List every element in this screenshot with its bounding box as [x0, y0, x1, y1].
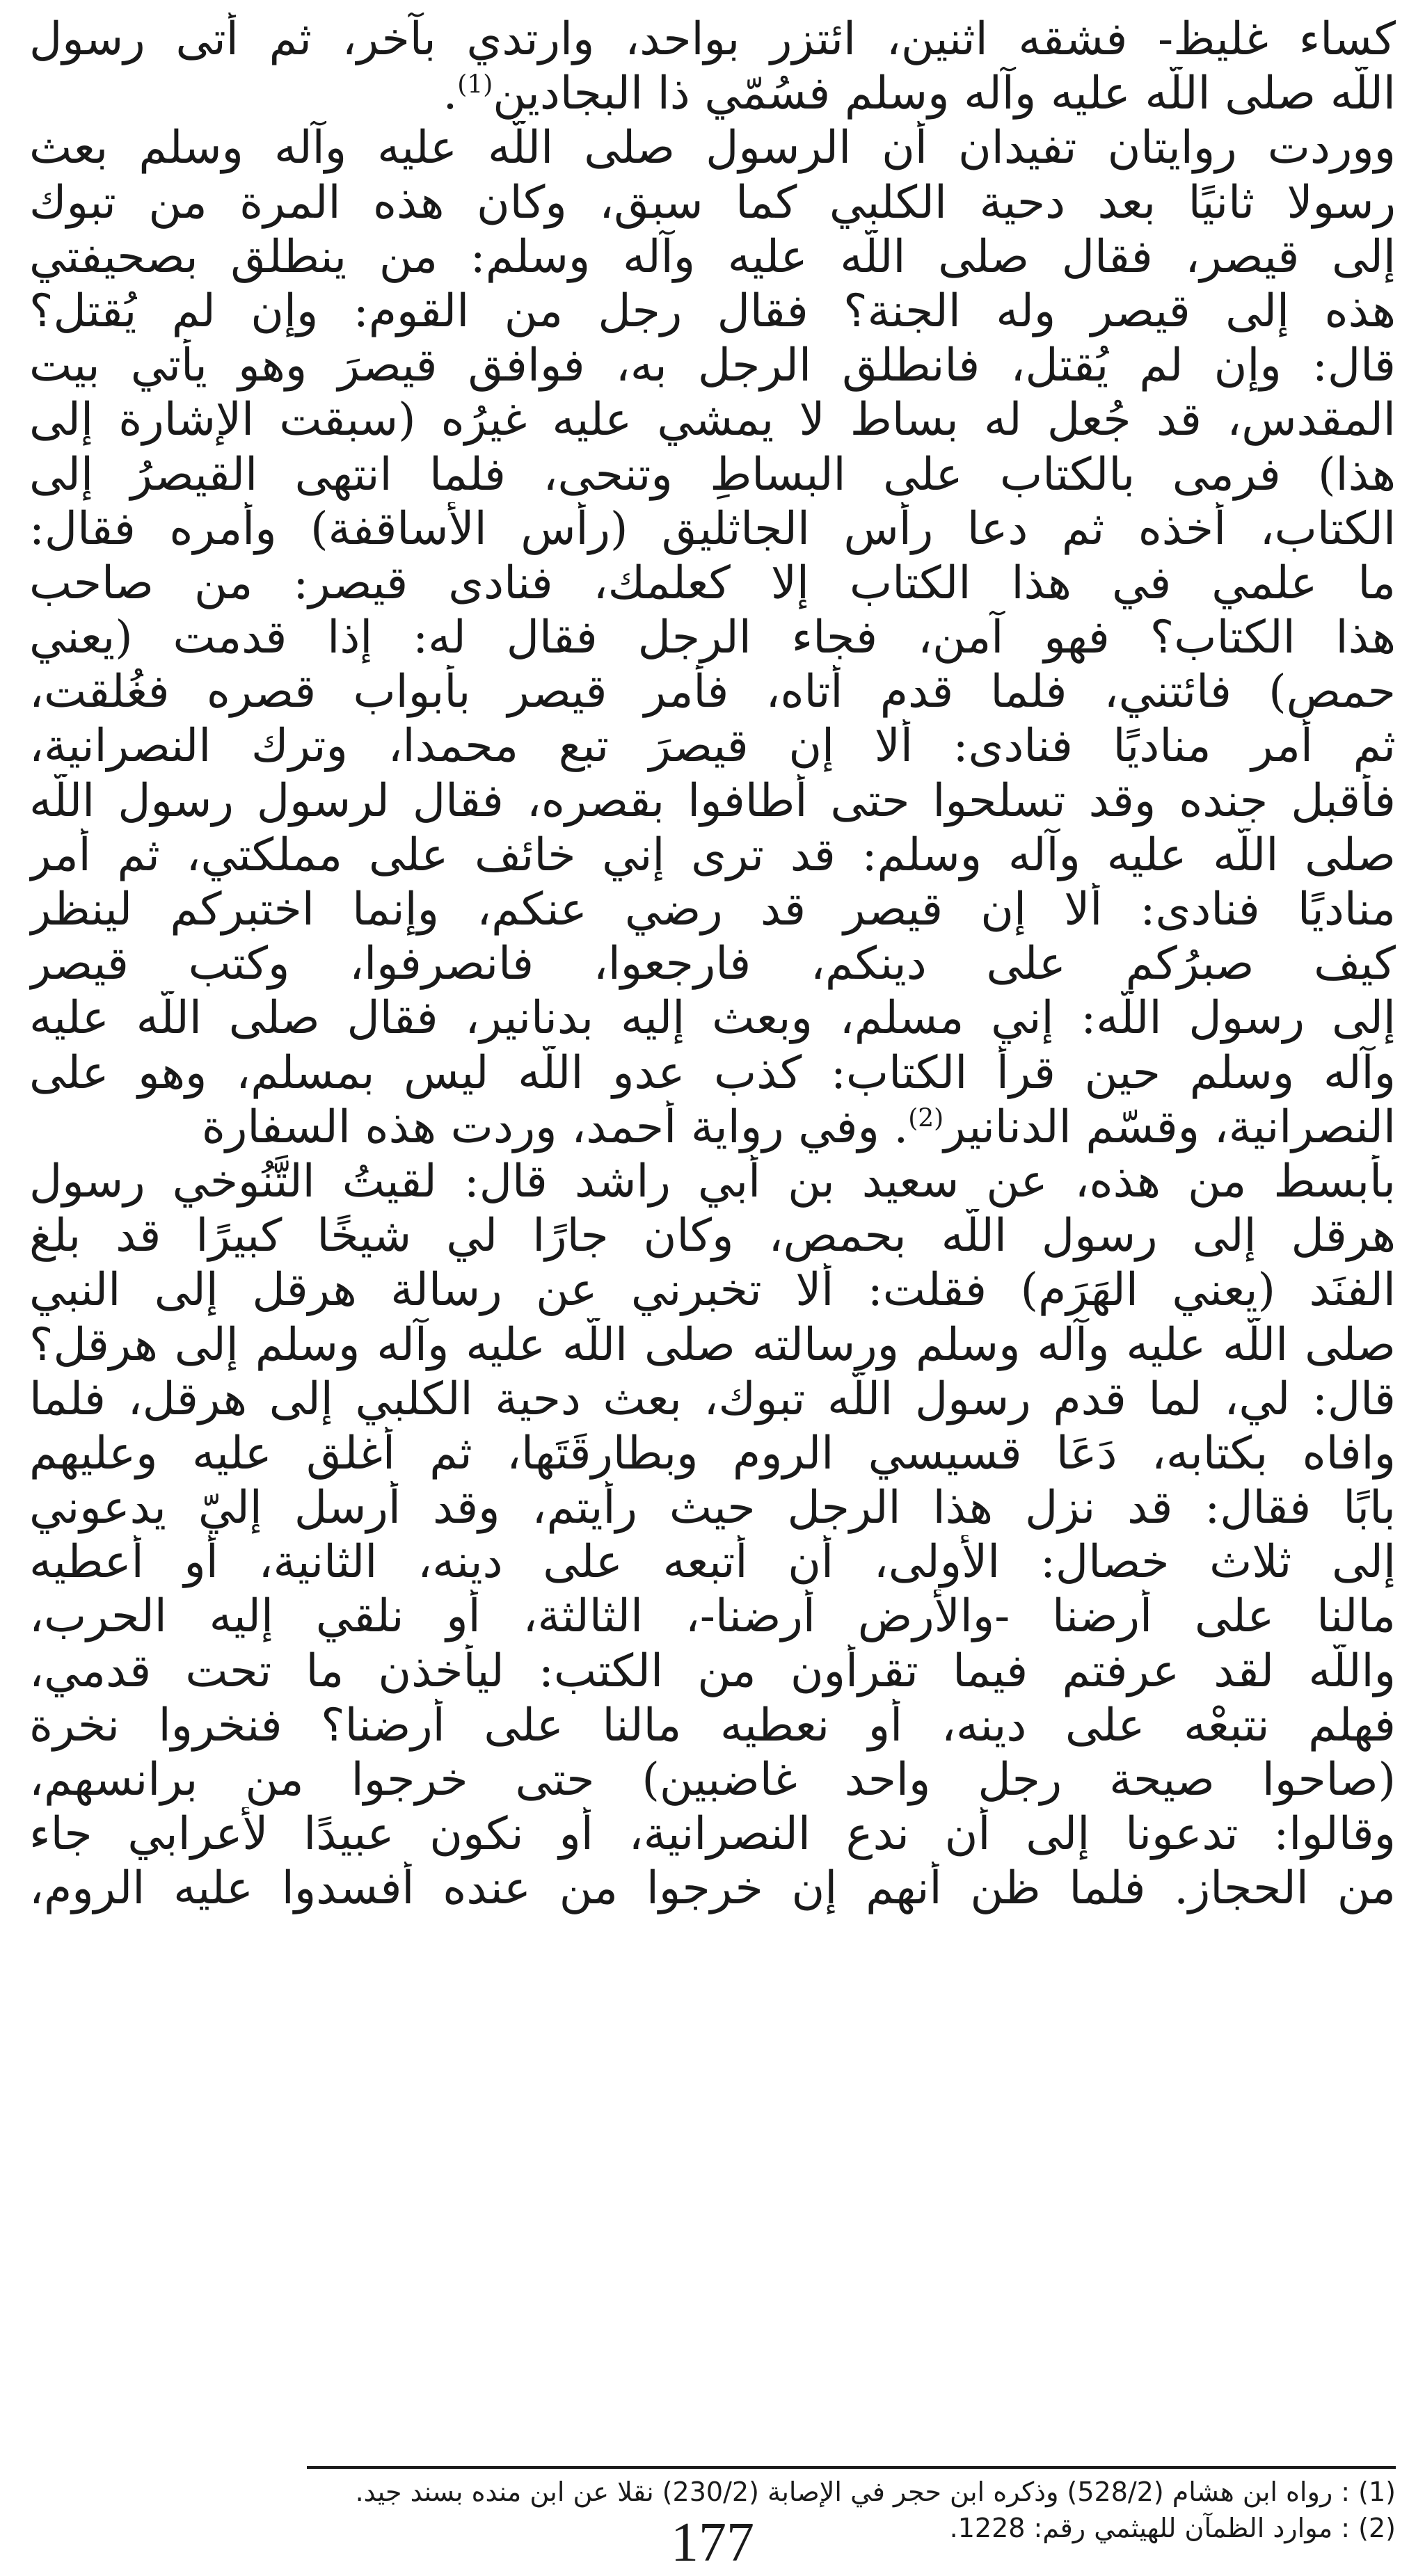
- text-line: [29, 67, 1396, 121]
- text-line: من الحجاز. فلما ظن أنهم إن خرجوا من عنده أفسدوا عليه الروم،: [29, 1862, 1396, 1915]
- text-line: المقدس، قد جُعل له بساط لا يمشي عليه غيرُه (سبقت الإشارة إلى: [29, 394, 1396, 447]
- text-line: وآله وسلم حين قرأ الكتاب: كذب عدو اللّه ليس بمسلم، وهو على: [29, 1046, 1396, 1099]
- footnote-ref: (2): [908, 1104, 944, 1133]
- text-line: هذه إلى قيصر وله الجنة؟ فقال رجل من القوم: وإن لم يُقتل؟: [29, 285, 1396, 337]
- footnote-ref: (1): [457, 70, 493, 99]
- text-line: صلى اللّه عليه وآله وسلم ورسالته صلى اللّه عليه وآله وسلم إلى هرقل؟: [29, 1318, 1396, 1371]
- text-line: بأبسط من هذه، عن سعيد بن أبي راشد قال: لقيتُ التَّنُوخي رسول: [29, 1155, 1396, 1208]
- text-line: رسولا ثانيًا بعد دحية الكلبي كما سبق، وكان هذه المرة من تبوك: [29, 176, 1396, 229]
- text-line-content: النصرانية، وقسّم الدنانير: [944, 1101, 1396, 1153]
- text-line: إلى قيصر، فقال صلى اللّه عليه وآله وسلم: من ينطلق بصحيفتي: [29, 230, 1396, 283]
- text-line: الكتاب، أخذه ثم دعا رأس الجاثليق (رأس الأساقفة) وأمره فقال:: [29, 502, 1396, 555]
- page-number: 177: [671, 2512, 754, 2573]
- text-line: ما علمي في هذا الكتاب إلا كعلمك، فنادى قيصر: من صاحب: [29, 557, 1396, 609]
- text-line: إلى ثلاث خصال: الأولى، أن أتبعه على دينه، الثانية، أو أعطيه: [29, 1536, 1396, 1589]
- text-line: وقالوا: تدعونا إلى أن ندع النصرانية، أو نكون عبيدًا لأعرابي جاء: [29, 1808, 1396, 1861]
- text-line: فأقبل جنده وقد تسلحوا حتى أطافوا بقصره، فقال لرسول رسول اللّه: [29, 774, 1396, 827]
- text-line: وافاه بكتابه، دَعَا قسيسي الروم وبطارقَتَها، ثم أغلق عليه وعليهم: [29, 1427, 1396, 1480]
- footnote-divider: [307, 2466, 1396, 2469]
- text-line: مناديًا فنادى: ألا إن قيصر قد رضي عنكم، وإنما اختبركم لينظر: [29, 883, 1396, 936]
- footnote-1: (1) : رواه ابن هشام (528/2) وذكره ابن حجر في الإصابة (230/2) نقلا عن ابن منده بسند جيد.: [355, 2477, 1396, 2507]
- text-line: كساء غليظ- فشقه اثنين، ائتزر بواحد، وارتدي بآخر، ثم أتى رسول: [29, 13, 1396, 65]
- text-line: كيف صبرُكم على دينكم، فارجعوا، فانصرفوا، وكتب قيصر: [29, 938, 1396, 991]
- text-line: حمص) فائتني، فلما قدم أتاه، فأمر قيصر بأبواب قصره فغُلقت،: [29, 666, 1396, 719]
- text-line: (صاحوا صيحة رجل واحد غاضبين) حتى خرجوا من برانسهم،: [29, 1754, 1396, 1806]
- text-line-tail: . وفي رواية أحمد، وردت هذه السفارة: [201, 1101, 909, 1153]
- text-line-end: .: [443, 67, 458, 120]
- text-line: فهلم نتبعْه على دينه، أو نعطيه مالنا على أرضنا؟ فنخروا نخرة: [29, 1699, 1396, 1752]
- text-line-content: اللّه صلى اللّه عليه وآله وسلم فسُمّي ذا البجادين: [493, 67, 1396, 120]
- text-line: هذا الكتاب؟ فهو آمن، فجاء الرجل فقال له: إذا قدمت (يعني: [29, 611, 1396, 664]
- text-line: ووردت روايتان تفيدان أن الرسول صلى اللّه عليه وآله وسلم بعث: [29, 122, 1396, 175]
- text-line: قال: وإن لم يُقتل، فانطلق الرجل به، فوافق قيصرَ وهو يأتي بيت: [29, 339, 1396, 392]
- text-line: بابًا فقال: قد نزل هذا الرجل حيث رأيتم، وقد أرسل إليّ يدعوني: [29, 1482, 1396, 1535]
- text-line: صلى اللّه عليه وآله وسلم: قد ترى إني خائف على مملكتي، ثم أمر: [29, 829, 1396, 881]
- text-line: مالنا على أرضنا -والأرض أرضنا-، الثالثة، أو نلقي إليه الحرب،: [29, 1590, 1396, 1643]
- text-line: [29, 1101, 1396, 1155]
- main-text: [29, 13, 1396, 1917]
- text-line: هذا) فرمى بالكتاب على البساطِ وتنحى، فلما انتهى القيصرُ إلى: [29, 448, 1396, 501]
- text-line: هرقل إلى رسول اللّه بحمص، وكان جارًا لي شيخًا كبيرًا قد بلغ: [29, 1210, 1396, 1263]
- text-line: الفنَد (يعني الهَرَم) فقلت: ألا تخبرني عن رسالة هرقل إلى النبي: [29, 1264, 1396, 1317]
- text-line: قال: لي، لما قدم رسول اللّه تبوك، بعث دحية الكلبي إلى هرقل، فلما: [29, 1373, 1396, 1425]
- footnote-2: (2) : موارد الظمآن للهيثمي رقم: 1228.: [949, 2513, 1396, 2543]
- text-line: واللّه لقد عرفتم فيما تقرأون من الكتب: ليأخذن ما تحت قدمي،: [29, 1645, 1396, 1697]
- text-line: إلى رسول اللّه: إني مسلم، وبعث إليه بدنانير، فقال صلى اللّه عليه: [29, 992, 1396, 1045]
- text-line: ثم أمر مناديًا فنادى: ألا إن قيصرَ تبع محمدا، وترك النصرانية،: [29, 720, 1396, 773]
